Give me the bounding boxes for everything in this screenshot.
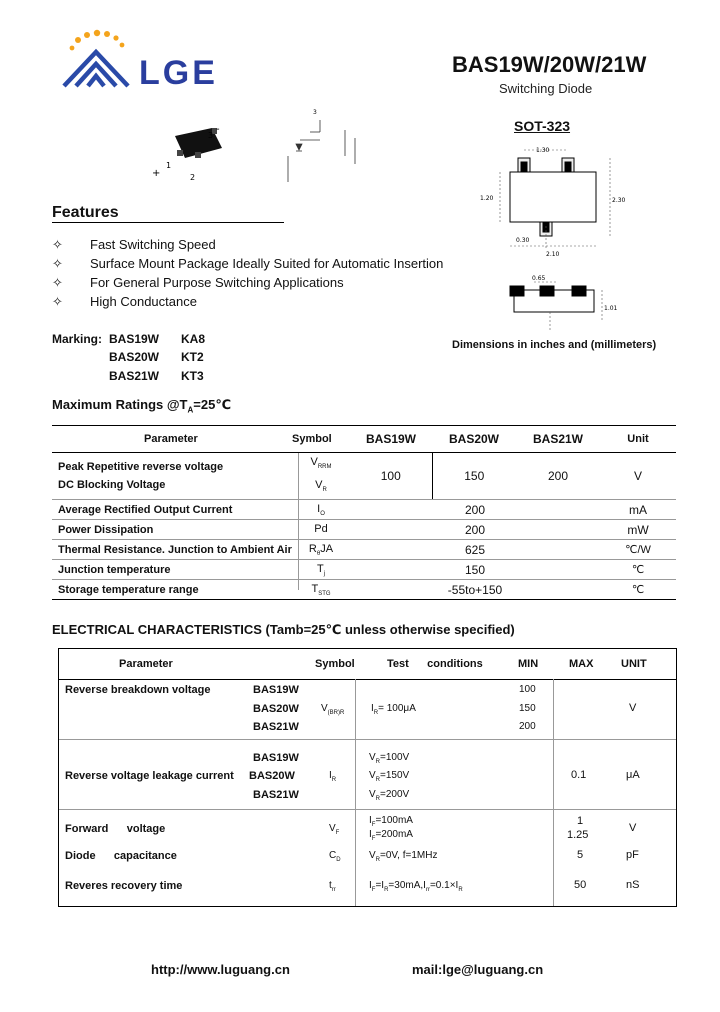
bullet-icon: ✧ (52, 256, 63, 271)
page-subtitle: Switching Diode (499, 81, 593, 96)
website-link[interactable]: http://www.luguang.cn (151, 962, 290, 977)
param-name: DC Blocking Voltage (58, 479, 166, 492)
sot323-dimension-drawing (470, 138, 640, 338)
marking-part: BAS20W (109, 350, 160, 364)
column-divider (553, 679, 554, 906)
unit: ℃/W (600, 540, 676, 560)
dim-label: 2.30 (612, 197, 626, 204)
condition: $V_R=100V$ (369, 752, 410, 765)
table-row (52, 520, 676, 540)
min-value: 100 (519, 684, 536, 695)
max-ratings-title: Maximum Ratings $@T_A=25℃$ (52, 397, 232, 415)
marking-part: BAS19W (109, 332, 160, 346)
marking-part: BAS21W (109, 369, 160, 383)
condition: $I_F=I_R=30mA,I_{rr}=0.1\times I_R$ (369, 880, 463, 893)
diode-symbol-icon (288, 120, 355, 182)
condition: $I_F=200mA$ (369, 829, 413, 842)
pin-label: 1 (166, 161, 172, 170)
max-value: 0.1 (571, 769, 587, 781)
symbol: $T_j$ (292, 560, 350, 580)
symbol: $V_{RRM}$ (310, 456, 332, 471)
col-header: Test conditions (387, 658, 483, 670)
unit: μA (626, 769, 640, 781)
col-header: UNIT (621, 658, 647, 670)
value: 625 (350, 540, 600, 560)
unit: V (629, 822, 637, 834)
dim-label: 1.01 (604, 305, 618, 312)
col-header: Parameter (52, 425, 292, 453)
col-header: BAS20W (432, 425, 516, 453)
unit: nS (626, 879, 640, 891)
min-value: 200 (519, 721, 536, 732)
table-row (52, 453, 676, 500)
param-name: Reverse breakdown voltage (65, 684, 211, 696)
part-name: BAS20W (253, 703, 299, 715)
symbol: Pd (292, 520, 350, 540)
col-header: Parameter (119, 658, 173, 670)
bullet-icon: ✧ (52, 237, 63, 252)
table-row (52, 500, 676, 520)
email-link[interactable]: mail:lge@luguang.cn (412, 962, 544, 977)
unit: mW (600, 520, 676, 540)
dim-label: 0.30 (516, 237, 530, 244)
col-header: BAS21W (516, 425, 600, 453)
dim-label: 1.20 (480, 195, 494, 202)
param-name: Peak Repetitive reverse voltage (58, 461, 224, 474)
table-row (52, 580, 676, 600)
sot323-chip-icon (175, 128, 222, 158)
part-name: BAS19W (253, 752, 299, 764)
col-header: MAX (569, 658, 594, 670)
condition: $I_F=100mA$ (369, 815, 413, 828)
marking-label: Marking: (52, 332, 103, 346)
table-header-row (52, 425, 676, 453)
column-divider (355, 679, 356, 906)
param-name: Average Rectified Output Current (52, 500, 292, 520)
unit: pF (626, 849, 639, 861)
value: -55to+150 (350, 580, 600, 600)
features-title: Features (52, 204, 119, 221)
pin-label: 3 (313, 109, 317, 116)
symbol: $R_\theta JA$ (292, 540, 350, 560)
unit: ℃ (600, 580, 676, 600)
param-name: Reveres recovery time (65, 880, 183, 892)
condition: $V_R=200V$ (369, 789, 410, 802)
bullet-icon: ✧ (52, 275, 63, 290)
symbol: $V_R$ (315, 479, 327, 494)
param-name: Forward voltage (65, 823, 166, 835)
feature-item: ✧ Surface Mount Package Ideally Suited for Automatic Insertion (52, 256, 444, 271)
value: 100 (350, 453, 432, 500)
symbol: $V_F$ (329, 823, 340, 836)
max-value: 1.25 (567, 829, 589, 841)
condition: $V_R=0V$, f=1MHz (369, 850, 438, 863)
max-value: 5 (577, 849, 584, 861)
unit: V (600, 453, 676, 500)
pin-label: - (216, 124, 220, 135)
part-name: BAS21W (253, 789, 299, 801)
max-ratings-table (52, 425, 676, 600)
symbol: $I_R$ (329, 770, 337, 783)
lge-logo-icon (56, 26, 136, 92)
feature-item: ✧ For General Purpose Switching Applications (52, 275, 344, 290)
param-name: Thermal Resistance. Junction to Ambient Air (52, 540, 292, 560)
header-rule (59, 679, 676, 680)
value: 200 (516, 453, 600, 500)
param-name: Diode capacitance (65, 850, 177, 862)
column-divider (298, 453, 299, 590)
feature-item: ✧ Fast Switching Speed (52, 237, 216, 252)
dim-label: 0.65 (532, 275, 546, 282)
electrical-table (58, 648, 677, 907)
symbol: $t_{rr}$ (329, 880, 336, 893)
col-header: MIN (518, 658, 539, 670)
value: 150 (350, 560, 600, 580)
package-name: SOT-323 (514, 118, 571, 134)
value: 200 (350, 500, 600, 520)
features-divider (52, 222, 284, 223)
logo-text: LGE (139, 54, 218, 92)
marking-code: KT2 (181, 350, 204, 364)
unit: V (629, 702, 637, 714)
table-row (52, 560, 676, 580)
marking-code: KT3 (181, 369, 204, 383)
dim-label: 2.10 (546, 251, 560, 258)
param-name: Junction temperature (52, 560, 292, 580)
param-name: Reverse voltage leakage current (65, 770, 234, 782)
col-header: BAS19W (350, 425, 432, 453)
param-name: Storage temperature range (52, 580, 292, 600)
pin-label: 2 (190, 173, 196, 182)
condition: $V_R=150V$ (369, 770, 410, 783)
bullet-icon: ✧ (52, 294, 63, 309)
col-header: Symbol (315, 658, 355, 670)
dimension-caption: Dimensions in inches and (millimeters) (452, 339, 657, 351)
page-title: BAS19W/20W/21W (452, 52, 647, 77)
dim-label: 1.30 (536, 147, 550, 154)
pin-label: + (152, 168, 161, 179)
col-header: Symbol (292, 425, 350, 453)
part-name: BAS20W (249, 770, 295, 782)
max-value: 50 (574, 879, 587, 891)
symbol: $C_D$ (329, 850, 341, 863)
value: 200 (350, 520, 600, 540)
pin-label: 3 (208, 131, 214, 140)
unit: mA (600, 500, 676, 520)
col-header: Unit (600, 425, 676, 453)
symbol: $T_{STG}$ (292, 580, 350, 600)
symbol: $I_O$ (292, 500, 350, 520)
electrical-title: ELECTRICAL CHARACTERISTICS (Tamb=25℃ unless otherwise specified) (52, 622, 515, 637)
param-name: Power Dissipation (52, 520, 292, 540)
part-name: BAS21W (253, 721, 299, 733)
value: 150 (432, 453, 516, 500)
feature-item: ✧ High Conductance (52, 294, 197, 309)
unit: ℃ (600, 560, 676, 580)
symbol: $V_{(BR)R}$ (321, 703, 345, 716)
condition: $I_R= 100\mu A$ (371, 703, 416, 716)
min-value: 150 (519, 703, 536, 714)
max-value: 1 (577, 815, 584, 827)
marking-code: KA8 (181, 332, 206, 346)
package-illustration (150, 104, 370, 194)
part-name: BAS19W (253, 684, 299, 696)
table-row (52, 540, 676, 560)
